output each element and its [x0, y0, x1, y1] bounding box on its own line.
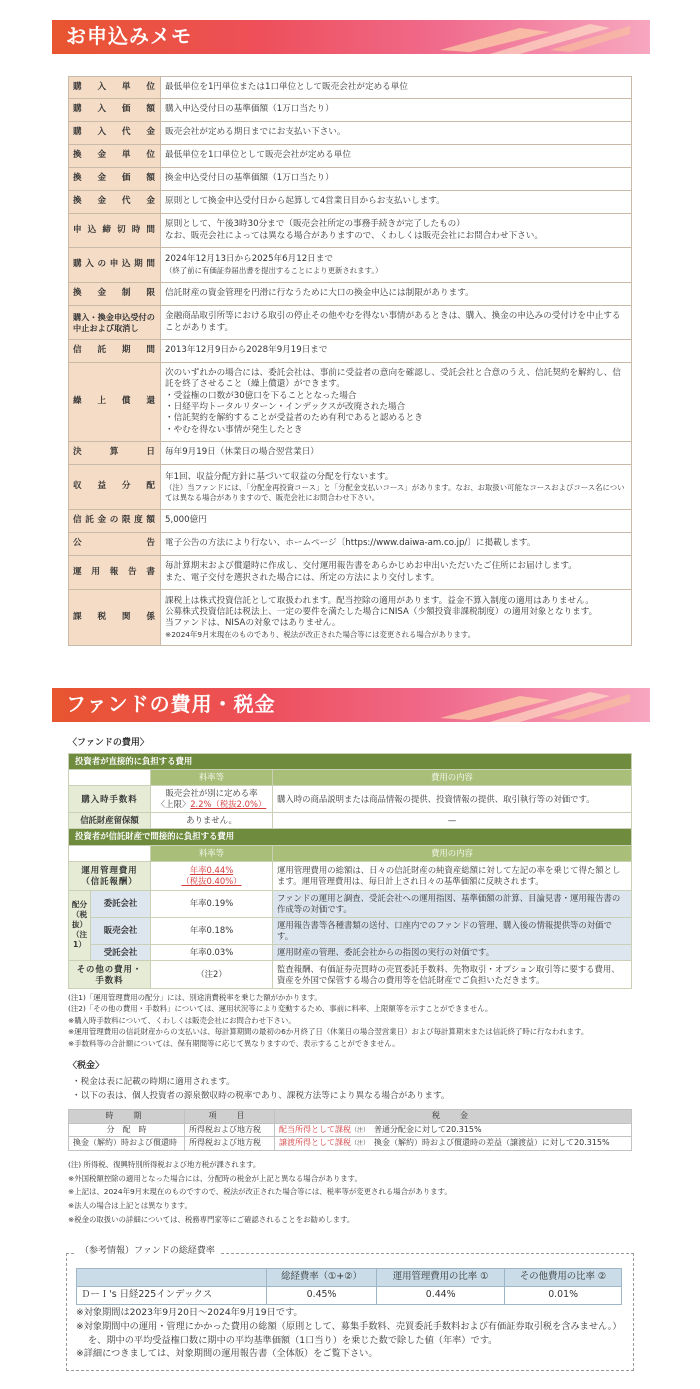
reserve-content: — — [273, 813, 632, 829]
other-fee-sublabel: 手数料 — [95, 974, 124, 985]
memo-row — [69, 145, 632, 168]
list-item: ・ 受益権の口数が30億口を下ることとなった場合 — [165, 391, 627, 402]
memo-row — [69, 306, 632, 340]
rate-cap-label: 〈上限〉 — [156, 799, 191, 810]
memo-note: ※2024年9月末現在のものであり、税法が改正された場合等には変更される場合があります。 — [165, 629, 475, 639]
tax-notes — [68, 1158, 632, 1226]
mgmt-fee-rate-ex-tax: （税抜0.40%） — [181, 875, 242, 886]
memo-row — [69, 283, 632, 306]
col-content-header: 費用の内容 — [273, 845, 632, 861]
banner-decoration-icon — [430, 688, 630, 722]
redemption-list — [165, 391, 627, 436]
memo-value: 2024年12月13日から2025年6月12日まで — [165, 254, 333, 265]
memo-row — [69, 248, 632, 283]
total-expense-ratio: 0.45% — [267, 1287, 377, 1305]
table-row — [69, 945, 632, 961]
memo-value: 最低単位を1口単位として販売会社が定める単位 — [161, 145, 632, 168]
col-content-header: 費用の内容 — [273, 770, 632, 786]
col-rate-header: 料率等 — [151, 770, 273, 786]
memo-row — [69, 510, 632, 533]
note-line: ※対象期間は2023年9月20日～2024年9月19日です。 — [76, 1307, 303, 1318]
memo-label: 繰上償還 — [69, 363, 161, 442]
table-row — [69, 813, 632, 829]
table-row — [69, 961, 632, 989]
memo-value: 電子公告の方法により行ない、ホームページ〔https://www.daiwa-am.co.jp/〕に掲載します。 — [161, 533, 632, 556]
memo-value: 原則として換金申込受付日から起算して4営業日目からお支払いします。 — [161, 191, 632, 214]
alloc-rate: 年率0.19% — [151, 890, 273, 917]
note-line: (注2)「その他の費用・手数料」については、運用状況等により変動するため、事前に料率、上限額等を示すことができません。 — [68, 1004, 493, 1014]
other-fee-label: その他の費用・ — [76, 963, 143, 974]
memo-label: 換金制限 — [69, 283, 161, 306]
purchase-fee-rate: 販売会社が別に定める率 — [165, 788, 258, 799]
reference-title: （参考情報）ファンドの総経費率 — [76, 1246, 219, 1258]
table-row — [69, 786, 632, 813]
memo-row — [69, 340, 632, 363]
other-fee-content: 監査報酬、有価証券売買時の売買委託手数料、先物取引・オプション取引等に要する費用、資産を外国で保管する場合の費用等を信託財産でご負担いただきます。 — [273, 961, 632, 989]
fees-title: ファンドの費用・税金 — [66, 692, 276, 716]
memo-value: 信託財産の資金管理を円滑に行なうために大口の換金申込には制限があります。 — [161, 283, 632, 306]
allocation-label: 配分（税抜）（注1） — [69, 890, 91, 960]
memo-row — [69, 465, 632, 510]
tax-note-ref: （注） — [351, 1140, 367, 1148]
memo-label: 信託金の限度額 — [69, 510, 161, 533]
direct-cost-header: 投資者が直接的に負担する費用 — [69, 754, 632, 770]
memo-label: 購入単位 — [69, 77, 161, 99]
memo-row — [69, 99, 632, 122]
memo-value: 5,000億円 — [161, 510, 632, 533]
fee-table — [68, 753, 632, 989]
memo-label: 購入代金 — [69, 122, 161, 145]
memo-label: 課税関係 — [69, 590, 161, 646]
other-expense-ratio: 0.01% — [505, 1287, 622, 1305]
mgmt-expense-ratio: 0.44% — [377, 1287, 505, 1305]
tax-bullet: 税金は表に記載の時期に適用されます。 — [80, 1077, 235, 1087]
memo-row — [69, 191, 632, 214]
memo-label: 申込締切時間 — [69, 214, 161, 248]
note-line: ※運用管理費用の信託財産からの支払いは、毎計算期間の最初の6か月終了日（休業日の場合翌営業日）および毎計算期末または信託終了時に行なわれます。 — [68, 1027, 589, 1037]
memo-label: 信託期間 — [69, 340, 161, 363]
memo-row — [69, 77, 632, 99]
memo-value: 当ファンドは、NISAの対象ではありません。 — [165, 618, 341, 629]
list-item: ・ やむを得ない事情が発生したとき — [165, 425, 627, 436]
memo-row — [69, 363, 632, 442]
mgmt-fee-sublabel: （信託報酬） — [81, 875, 138, 886]
tax-col-tax: 税 金 — [275, 1110, 632, 1124]
memo-value: また、電子交付を選択された場合には、所定の方法により交付します。 — [165, 572, 440, 583]
tax-col-item: 項 目 — [185, 1110, 275, 1124]
col-rate-header: 料率等 — [151, 845, 273, 861]
table-row — [69, 1137, 632, 1151]
memo-row — [69, 533, 632, 556]
alloc-party-label: 販売会社 — [91, 917, 151, 944]
alloc-rate: 年率0.18% — [151, 917, 273, 944]
table-row — [77, 1287, 622, 1305]
tax-kind: 譲渡所得として課税 — [279, 1138, 351, 1148]
memo-row — [69, 442, 632, 465]
expense-ratio-table — [76, 1268, 622, 1305]
reference-notes — [76, 1306, 628, 1361]
memo-value: 毎年9月19日（休業日の場合翌営業日） — [161, 442, 632, 465]
purchase-fee-cap: 2.2%（税抜2.0%） — [190, 799, 267, 810]
memo-row — [69, 590, 632, 646]
memo-note: （注）当ファンドには、「分配金再投資コース」と「分配金支払いコース」があります。なお、お取扱い可能なコースおよびコース名については異なる場合がありますので、販売会社にお問合わせ下さい。 — [165, 482, 625, 502]
memo-label: 購入価額 — [69, 99, 161, 122]
table-row — [69, 1123, 632, 1137]
note-line: ※詳細につきましては、対象期間の運用報告書（全体版）をご覧下さい。 — [76, 1348, 378, 1360]
tax-item: 所得税および地方税 — [185, 1137, 275, 1151]
memo-label: 購入・換金申込受付の中止および取消し — [69, 306, 161, 340]
note-line: ※税金の取扱いの詳細については、税務専門家等にご確認されることをお勧めします。 — [68, 1214, 355, 1224]
list-item: ・ 信託契約を解約することが受益者のため有利であると認めるとき — [165, 413, 627, 424]
alloc-rate: 年率0.03% — [151, 945, 273, 961]
tax-detail: 普通分配金に対して20.315% — [374, 1124, 482, 1134]
mgmt-fee-content: 運用管理費用の総額は、日々の信託財産の純資産総額に対して左記の率を乗じて得た額とします。運用管理費用は、毎日計上され日々の基準価額に反映されます。 — [273, 861, 632, 890]
purchase-fee-content: 購入時の商品説明または商品情報の提供、投資情報の提供、取引執行等の対価です。 — [273, 786, 632, 813]
note-line: ※購入時手数料について、くわしくは販売会社にお問合わせ下さい。 — [68, 1015, 296, 1025]
note-line: ※法人の場合は上記とは異なります。 — [68, 1201, 192, 1211]
memo-note: （終了前に有価証券届出書を提出することにより更新されます。） — [165, 265, 383, 275]
tax-bullet: 以下の表は、個人投資者の源泉徴収時の税率であり、課税方法等により異なる場合があります。 — [80, 1090, 450, 1101]
ref-col-blank — [77, 1269, 267, 1287]
fee-notes — [68, 992, 632, 1049]
memo-value: 公募株式投資信託は税法上、一定の要件を満たした場合にNISA（少額投資非課税制度）の適用対象となります。 — [165, 606, 598, 617]
note-line: ※上記は、2024年9月末現在のものですので、税法が改正された場合等には、税率等が変更される場合があります。 — [68, 1187, 452, 1197]
tax-item: 所得税および地方税 — [185, 1123, 275, 1137]
memo-value: 次のいずれかの場合には、委託会社は、事前に受益者の意向を確認し、受託会社と合意のうえ、信託契約を解約し、信託を終了させること（繰上償還）ができます。 — [165, 367, 621, 390]
memo-table — [68, 76, 632, 646]
alloc-content: ファンドの運用と調査、受託会社への運用指図、基準価額の計算、目論見書・運用報告書の作成等の対価です。 — [273, 890, 632, 917]
memo-value: 金融商品取引所等における取引の停止その他やむを得ない事情があるときは、購入、換金の申込みの受付けを中止することがあります。 — [161, 306, 632, 340]
other-fee-rate: （注2） — [151, 961, 273, 989]
memo-label: 換金代金 — [69, 191, 161, 214]
memo-value: 原則として、午後3時30分まで（販売会社所定の事務手続きが完了したもの） — [165, 219, 465, 230]
memo-row — [69, 556, 632, 590]
tax-table — [68, 1109, 632, 1151]
tax-kind: 配当所得として課税 — [279, 1124, 351, 1134]
mgmt-fee-label: 運用管理費用 — [81, 864, 138, 875]
memo-label: 換金価額 — [69, 168, 161, 191]
alloc-content: 運用財産の管理、委託会社からの指図の実行の対価です。 — [273, 945, 632, 961]
memo-label: 購入の申込期間 — [69, 248, 161, 283]
table-row — [69, 917, 632, 944]
alloc-party-label: 委託会社 — [91, 890, 151, 917]
alloc-content: 運用報告書等各種書類の送付、口座内でのファンドの管理、購入後の情報提供等の対価です。 — [273, 917, 632, 944]
memo-label: 運用報告書 — [69, 556, 161, 590]
ref-col-mgmt: 運用管理費用の比率 ① — [377, 1269, 505, 1287]
note-line: ※手数料等の合計額については、保有期間等に応じて異なりますので、表示することができません。 — [68, 1038, 400, 1048]
fees-banner — [52, 688, 650, 722]
reserve-rate: ありません。 — [151, 813, 273, 829]
tax-period: 分 配 時 — [69, 1123, 185, 1137]
ref-col-total: 総経費率（①+②） — [267, 1269, 377, 1287]
purchase-fee-label: 購入時手数料 — [69, 786, 151, 813]
memo-value: 販売会社が定める期日までにお支払い下さい。 — [161, 122, 632, 145]
fund-name: ＤーＩ's 日経225インデックス — [77, 1287, 267, 1305]
memo-row — [69, 122, 632, 145]
tax-note-ref: （注） — [351, 1126, 367, 1134]
memo-value: なお、販売会社によっては異なる場合がありますので、くわしくは販売会社にお問合わせ下さい。 — [165, 230, 543, 241]
tax-heading: 〈税金〉 — [68, 1061, 105, 1071]
memo-label: 公告 — [69, 533, 161, 556]
memo-value: 年1回、収益分配方針に基づいて収益の分配を行ないます。 — [165, 471, 394, 482]
table-row — [69, 861, 632, 890]
memo-value: 換金申込受付日の基準価額（1万口当たり） — [161, 168, 632, 191]
memo-value: 毎計算期末および償還時に作成し、交付運用報告書をあらかじめお申出いただいたご住所にお届けします。 — [165, 561, 577, 572]
alloc-party-label: 受託会社 — [91, 945, 151, 961]
memo-label: 決算日 — [69, 442, 161, 465]
memo-row — [69, 214, 632, 248]
fund-fees-heading: 〈ファンドの費用〉 — [68, 738, 149, 748]
banner-decoration-icon — [430, 20, 630, 54]
table-row — [69, 890, 632, 917]
memo-value: 2013年12月9日から2028年9月19日まで — [161, 340, 632, 363]
memo-title: お申込みメモ — [66, 24, 192, 48]
note-line: (注) 所得税、復興特別所得税および地方税が課されます。 — [68, 1160, 261, 1169]
note-line: ※外国税額控除の適用となった場合には、分配時の税金が上記と異なる場合があります。 — [68, 1173, 362, 1183]
tax-period: 換金（解約）時および償還時 — [69, 1137, 185, 1151]
memo-label: 収益分配 — [69, 465, 161, 510]
list-item: ・ 日経平均トータルリターン・インデックスが改廃された場合 — [165, 402, 627, 413]
memo-banner — [52, 20, 650, 54]
memo-row — [69, 168, 632, 191]
note-line: ※対象期間中の運用・管理にかかった費用の総額（原則として、募集手数料、売買委託手数料および有価証券取引税を含みません。）を、期中の平均受益権口数に期中の平均基準価額（1口当り）を乗じた数で除した値（年率）です。 — [76, 1320, 622, 1346]
tax-bullets: ・税金は表に記載の時期に適用されます。 ・以下の表は、個人投資者の源泉徴収時の税率であり、課税方法等により異なる場合があります。 — [72, 1077, 450, 1101]
memo-value: 購入申込受付日の基準価額（1万口当たり） — [161, 99, 632, 122]
memo-label: 換金単位 — [69, 145, 161, 168]
reserve-label: 信託財産留保額 — [69, 813, 151, 829]
tax-detail: 換金（解約）時および償還時の差益（譲渡益）に対して20.315% — [374, 1138, 610, 1148]
indirect-cost-header: 投資者が信託財産で間接的に負担する費用 — [69, 829, 632, 845]
ref-col-other: その他費用の比率 ② — [505, 1269, 622, 1287]
mgmt-fee-rate: 年率0.44% — [189, 864, 234, 875]
memo-value: 最低単位を1円単位または1口単位として販売会社が定める単位 — [161, 77, 632, 99]
note-line: (注1)「運用管理費用の配分」には、別途消費税率を乗じた額がかかります。 — [68, 993, 322, 1002]
tax-col-period: 時 期 — [69, 1110, 185, 1124]
memo-value: 課税上は株式投資信託として取扱われます。配当控除の適用があります。益金不算入制度の適用はありません。 — [165, 595, 594, 606]
